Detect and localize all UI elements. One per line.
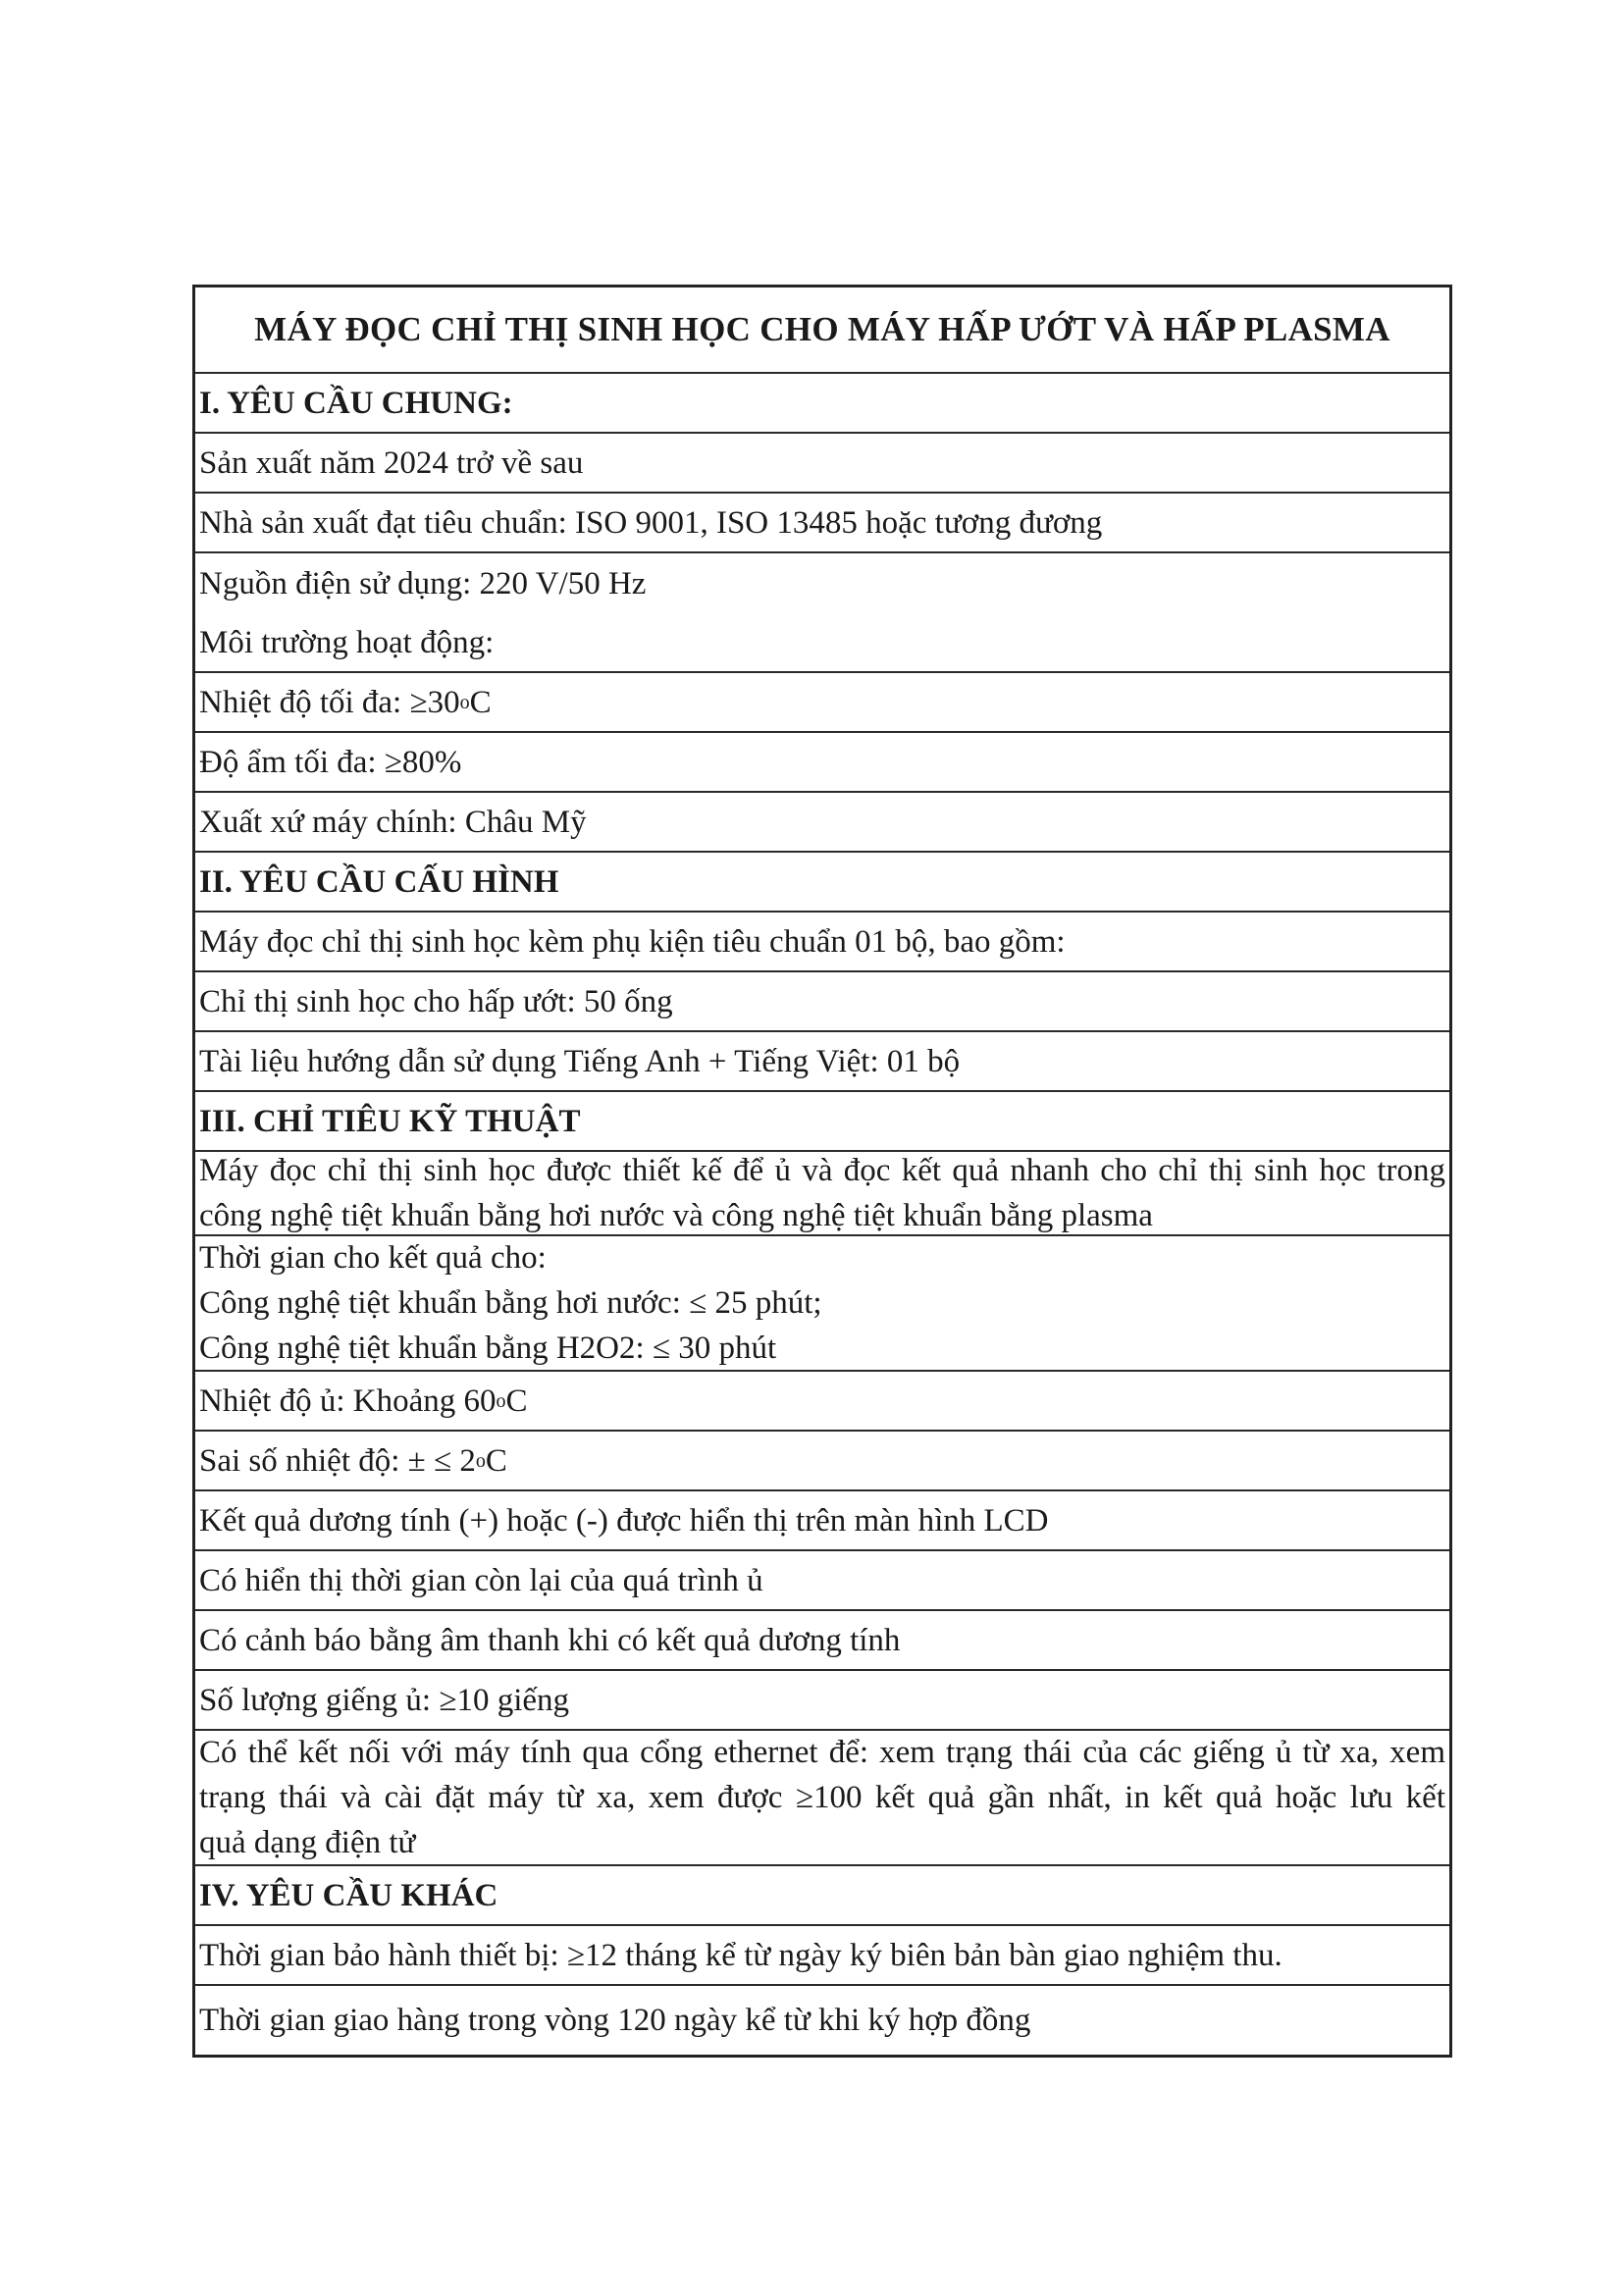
spec-row-multiline xyxy=(195,1152,1449,1236)
spec-row-multiline xyxy=(195,1236,1449,1372)
spec-row: Thời gian giao hàng trong vòng 120 ngày kể từ khi ký hợp đồng xyxy=(199,2003,1031,2038)
spec-row: Nguồn điện sử dụng: 220 V/50 Hz xyxy=(199,565,647,601)
spec-row-line: quả dạng điện tử xyxy=(199,1825,416,1860)
spec-row-line: Có thể kết nối với máy tính qua cổng ethernet để: xem trạng thái của các giếng ủ từ xa, xem xyxy=(199,1735,1445,1770)
spec-row: Tài liệu hướng dẫn sử dụng Tiếng Anh + Tiếng Việt: 01 bộ xyxy=(195,1032,1449,1092)
spec-row: Xuất xứ máy chính: Châu Mỹ xyxy=(195,793,1449,853)
section-heading: IV. YÊU CẦU KHÁC xyxy=(195,1866,1449,1926)
spec-row: Số lượng giếng ủ: ≥10 giếng xyxy=(195,1671,1449,1731)
spec-row-line: Công nghệ tiệt khuẩn bằng H2O2: ≤ 30 phút xyxy=(199,1331,777,1366)
spec-row: Máy đọc chỉ thị sinh học kèm phụ kiện tiêu chuẩn 01 bộ, bao gồm: xyxy=(195,913,1449,972)
spec-row: Môi trường hoạt động: xyxy=(195,613,1449,673)
spec-row: Thời gian bảo hành thiết bị: ≥12 tháng kể từ ngày ký biên bản bàn giao nghiệm thu. xyxy=(195,1926,1449,1986)
spec-row: Có hiển thị thời gian còn lại của quá trình ủ xyxy=(195,1551,1449,1611)
spec-row: Sản xuất năm 2024 trở về sau xyxy=(195,434,1449,494)
spec-row: Độ ẩm tối đa: ≥80% xyxy=(195,733,1449,793)
spec-row: Nhà sản xuất đạt tiêu chuẩn: ISO 9001, ISO 13485 hoặc tương đương xyxy=(195,494,1449,553)
spec-row-line: công nghệ tiệt khuẩn bằng hơi nước và công nghệ tiệt khuẩn bằng plasma xyxy=(199,1198,1153,1233)
spec-row: Chỉ thị sinh học cho hấp ướt: 50 ống xyxy=(195,972,1449,1032)
spec-row-line: Thời gian cho kết quả cho: xyxy=(199,1240,547,1276)
spec-row: Nhiệt độ tối đa: ≥30 o C xyxy=(195,673,1449,733)
spec-row-line: trạng thái và cài đặt máy từ xa, xem được ≥100 kết quả gần nhất, in kết quả hoặc lưu kết xyxy=(199,1780,1445,1815)
document-title: MÁY ĐỌC CHỈ THỊ SINH HỌC CHO MÁY HẤP ƯỚT VÀ HẤP PLASMA xyxy=(195,287,1449,374)
spec-row: Kết quả dương tính (+) hoặc (-) được hiển thị trên màn hình LCD xyxy=(195,1491,1449,1551)
spec-row: Sai số nhiệt độ: ± ≤ 2 o C xyxy=(195,1432,1449,1491)
spec-table xyxy=(192,285,1452,2058)
spec-row-line: Máy đọc chỉ thị sinh học được thiết kế để ủ và đọc kết quả nhanh cho chỉ thị sinh học trong xyxy=(199,1153,1445,1188)
section-heading: I. YÊU CẦU CHUNG: xyxy=(195,374,1449,434)
spec-row: Có cảnh báo bằng âm thanh khi có kết quả dương tính xyxy=(195,1611,1449,1671)
spec-row: Nhiệt độ ủ: Khoảng 60 o C xyxy=(195,1372,1449,1432)
section-heading: II. YÊU CẦU CẤU HÌNH xyxy=(195,853,1449,913)
section-heading: III. CHỈ TIÊU KỸ THUẬT xyxy=(195,1092,1449,1152)
spec-row-multiline xyxy=(195,1731,1449,1866)
spec-row-line: Công nghệ tiệt khuẩn bằng hơi nước: ≤ 25 phút; xyxy=(199,1285,822,1321)
